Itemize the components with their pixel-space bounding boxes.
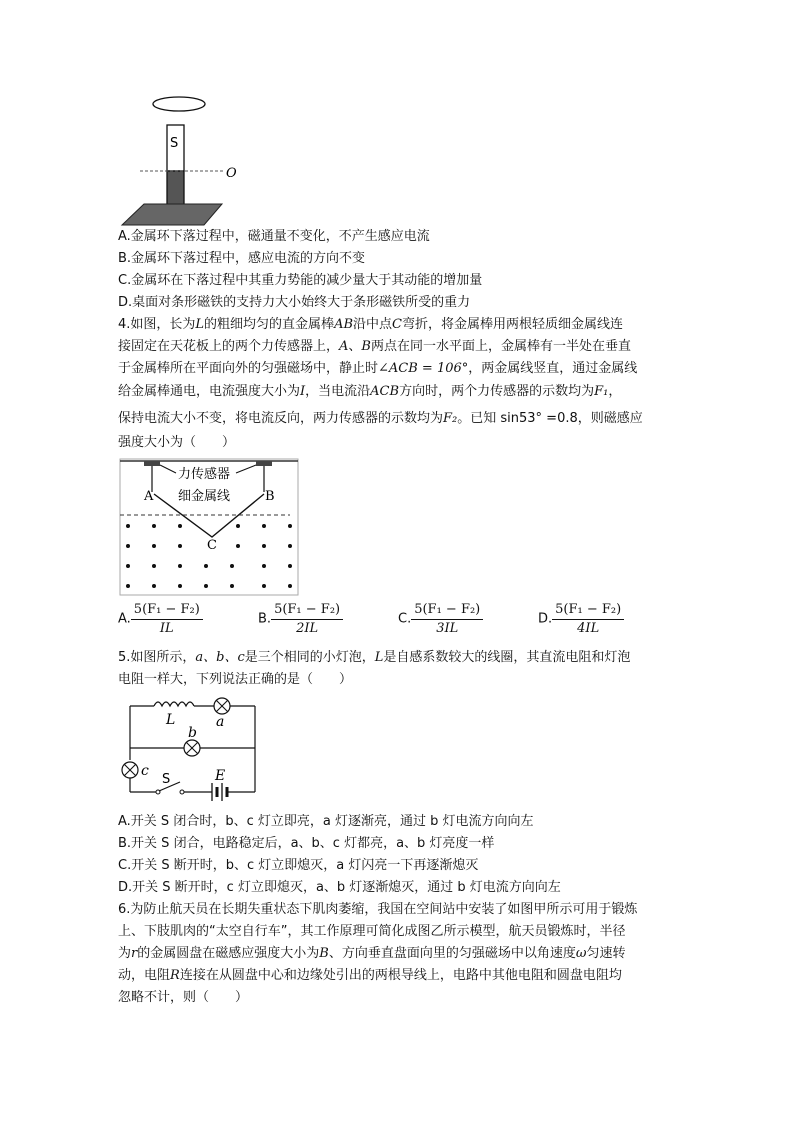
q4-option-a: A. $\frac{\text{5(F₁ − F₂)}}{IL}$ [118,601,203,638]
q5-option-d: D.开关 S 断开时，c 灯立即熄灭，a、b 灯逐渐熄灭，通过 b 灯电流方向向左 [118,880,561,895]
lamp-a-label: a [216,714,225,730]
lamp-c-label: c [141,763,149,779]
q4-option-c: C. $\frac{\text{5(F₁ − F₂)}}{3IL}$ [398,601,483,638]
inductor-coil [154,702,194,706]
sensor-right [256,461,272,466]
force-sensor-figure [118,457,300,597]
q4-line-3: 于金属棒所在平面向外的匀强磁场中，静止时∠ACB = 106°，两金属线竖直，通过金属线 [118,361,638,376]
point-b-label: B [265,489,275,504]
lamp-c-icon [122,762,138,778]
metal-ring [153,97,205,111]
q4-line-4: 给金属棒通电，电流强度大小为I，当电流沿ACB方向时，两个力传感器的示数均为F₁， [118,384,622,399]
magnetic-field-dots [126,524,292,588]
q5-option-c: C.开关 S 断开时，b、c 灯立即熄灭，a 灯闪亮一下再逐渐熄灭 [118,858,479,873]
q6-line-1: 6.为防止航天员在长期失重状态下肌肉萎缩，我国在空间站中安装了如图甲所示可用于锻炼 [118,902,638,917]
q6-line-2: 上、下肢肌肉的“太空自行车”，其工作原理可简化成图乙所示模型，航天员锻炼时，半径 [118,924,626,939]
magnet-pole-label: S [170,136,179,151]
sensor-label: 力传感器 [178,467,231,482]
lamp-b-label: b [188,725,197,741]
point-a-label: A [144,489,154,504]
q3-option-c: C.金属环在下落过程中其重力势能的减少量大于其动能的增加量 [118,273,483,288]
wire-label: 细金属线 [178,489,231,504]
q5-option-b: B.开关 S 闭合，电路稳定后，a、b、c 灯都亮，a、b 灯亮度一样 [118,836,495,851]
q5-line-2: 电阻一样大，下列说法正确的是（ ） [118,672,353,687]
battery-icon [212,783,227,801]
point-c-label: C [207,538,217,553]
q6-line-5: 忽略不计，则（ ） [118,990,249,1005]
q4-option-b: B. $\frac{\text{5(F₁ − F₂)}}{2IL}$ [258,601,343,638]
q6-line-4: 动，电阻R连接在从圆盘中心和边缘处引出的两根导线上，电路中其他电阻和圆盘电阻均 [118,968,622,983]
table-surface [122,204,222,225]
circuit-figure [118,692,263,810]
lamp-b-icon [184,740,200,756]
q4-line-6: 强度大小为（ ） [118,435,236,450]
o-label: O [226,166,237,181]
magnet-ring-figure [118,92,248,228]
q3-option-b: B.金属环下落过程中，感应电流的方向不变 [118,251,366,266]
q3-option-d: D.桌面对条形磁铁的支持力大小始终大于条形磁铁所受的重力 [118,295,471,310]
battery-label: E [215,768,226,784]
inductor-label: L [166,712,176,728]
q4-option-d: D. $\frac{\text{5(F₁ − F₂)}}{4IL}$ [538,601,624,638]
q4-line-2: 接固定在天花板上的两个力传感器上，A、B两点在同一水平面上，金属棒有一半处在垂直 [118,339,631,354]
q4-line-5: 保持电流大小不变，将电流反向，两力传感器的示数均为F₂。已知 sin53° =0.8，则磁感应 [118,411,643,426]
q5-option-a: A.开关 S 闭合时，b、c 灯立即亮，a 灯逐渐亮，通过 b 灯电流方向向左 [118,814,534,829]
switch-label: S [162,772,171,787]
q6-line-3: 为r的金属圆盘在磁感应强度大小为B、方向垂直盘面向里的匀强磁场中以角速度ω匀速转 [118,946,626,961]
q5-line-1: 5.如图所示，a、b、c是三个相同的小灯泡，L是自感系数较大的线圈，其直流电阻和灯泡 [118,650,631,665]
q3-option-a: A.金属环下落过程中，磁通量不变化，不产生感应电流 [118,229,430,244]
sensor-left [144,461,160,466]
lamp-a-icon [214,698,230,714]
q4-line-1: 4.如图，长为L的粗细均匀的直金属棒AB沿中点C弯折，将金属棒用两根轻质细金属线连 [118,317,623,332]
